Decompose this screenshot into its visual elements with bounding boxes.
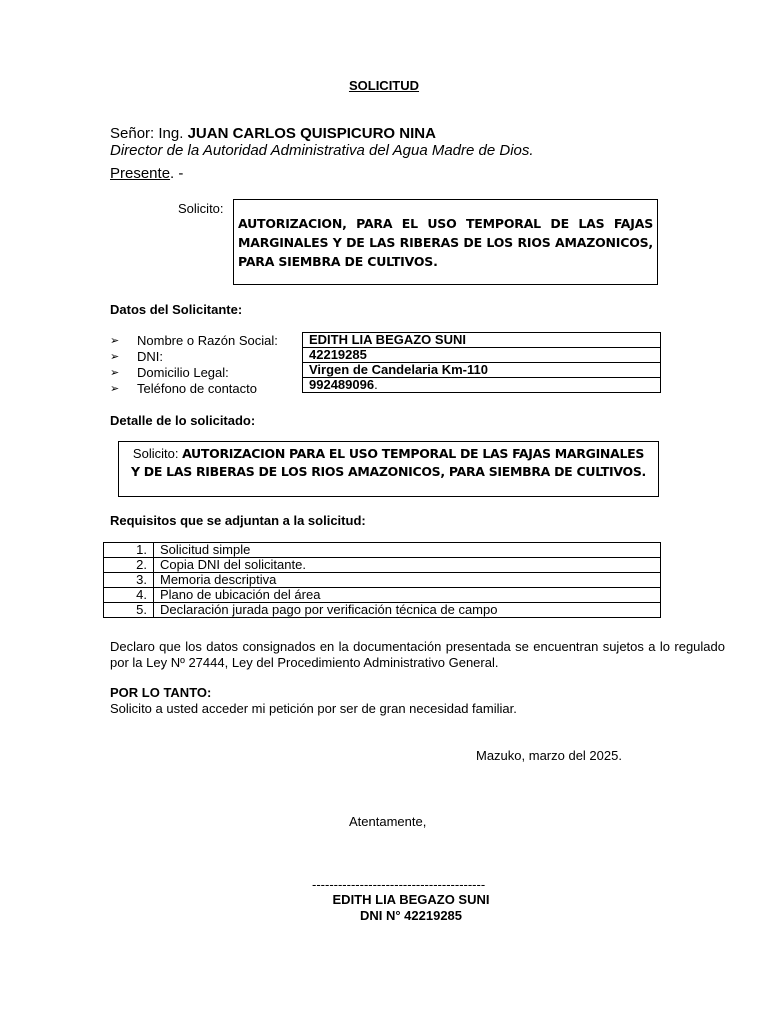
applicant-label: Teléfono de contacto	[137, 381, 257, 396]
table-row	[104, 573, 661, 588]
detail-text: AUTORIZACION PARA EL USO TEMPORAL DE LAS FAJAS MARGINALES Y DE LAS RIBERAS DE LOS RIOS AMAZONICOS, PARA SIEMBRA DE CULTIVOS.	[130, 446, 647, 479]
requirement-text: Memoria descriptiva	[154, 573, 661, 588]
por-lo-tanto-heading: POR LO TANTO:	[110, 685, 212, 700]
regards: Atentamente,	[349, 814, 427, 829]
recipient-name: JUAN CARLOS QUISPICURO NINA	[187, 125, 436, 142]
signer-name: EDITH LIA BEGAZO SUNI	[332, 892, 490, 907]
applicant-name: EDITH LIA BEGAZO SUNI	[309, 332, 466, 347]
requirement-number: 2.	[104, 558, 154, 573]
requirements-table	[103, 542, 661, 618]
signer-dni: DNI N° 42219285	[359, 908, 463, 923]
petition-text: Solicito a usted acceder mi petición por ser de gran necesidad familiar.	[110, 701, 517, 716]
presente-line	[110, 165, 183, 182]
requirement-text: Plano de ubicación del área	[154, 588, 661, 603]
detail-box	[118, 441, 659, 497]
applicant-label: Nombre o Razón Social:	[137, 333, 278, 348]
applicant-value-cell	[303, 348, 661, 363]
presente-word: Presente	[110, 165, 171, 182]
applicant-value-cell	[303, 378, 661, 393]
date-place: Mazuko, marzo del 2025.	[476, 748, 622, 763]
requirement-number: 1.	[104, 543, 154, 558]
requirement-text: Copia DNI del solicitante.	[154, 558, 661, 573]
recipient-line	[110, 125, 436, 142]
requirement-number: 3.	[104, 573, 154, 588]
detail-heading: Detalle de lo solicitado:	[110, 413, 256, 428]
arrow-bullet-icon: ➢	[110, 335, 120, 347]
table-row	[104, 558, 661, 573]
request-text: AUTORIZACION, PARA EL USO TEMPORAL DE LAS FAJAS MARGINALES Y DE LAS RIBERAS DE LOS RIOS AMAZONICOS, PARA SIEMBRA DE CULTIVOS.	[238, 216, 653, 269]
presente-suffix: . -	[170, 165, 184, 182]
salutation: Señor: Ing.	[110, 125, 188, 142]
applicant-label: DNI:	[137, 349, 163, 364]
signature-line: ----------------------------------------	[312, 877, 486, 892]
detail-label: Solicito:	[132, 446, 183, 461]
applicant-heading: Datos del Solicitante:	[110, 302, 243, 317]
applicant-value-cell	[303, 333, 661, 348]
requirement-text: Solicitud simple	[154, 543, 661, 558]
table-row	[104, 603, 661, 618]
arrow-bullet-icon: ➢	[110, 383, 120, 395]
applicant-dni: 42219285	[309, 347, 367, 362]
table-row	[104, 543, 661, 558]
document-title: SOLICITUD	[348, 78, 420, 93]
applicant-phone: 992489096	[309, 377, 375, 392]
requirements-heading: Requisitos que se adjuntan a la solicitud:	[110, 513, 366, 528]
request-box	[233, 199, 658, 285]
requirement-number: 4.	[104, 588, 154, 603]
table-row	[104, 588, 661, 603]
applicant-values-table	[302, 332, 661, 393]
declaration-paragraph: Declaro que los datos consignados en la documentación presentada se encuentran sujetos a lo regulado por la Ley Nº 27444, Ley del Procedimiento Administrativo General.	[110, 639, 725, 670]
arrow-bullet-icon: ➢	[110, 367, 120, 379]
arrow-bullet-icon: ➢	[110, 351, 120, 363]
applicant-value-cell	[303, 363, 661, 378]
requirement-number: 5.	[104, 603, 154, 618]
applicant-address: Virgen de Candelaria Km-110	[309, 362, 488, 377]
applicant-label: Domicilio Legal:	[137, 365, 229, 380]
recipient-position: Director de la Autoridad Administrativa del Agua Madre de Dios.	[110, 142, 534, 159]
requirement-text: Declaración jurada pago por verificación técnica de campo	[154, 603, 661, 618]
phone-suffix: .	[374, 377, 378, 392]
request-label: Solicito:	[178, 201, 224, 216]
